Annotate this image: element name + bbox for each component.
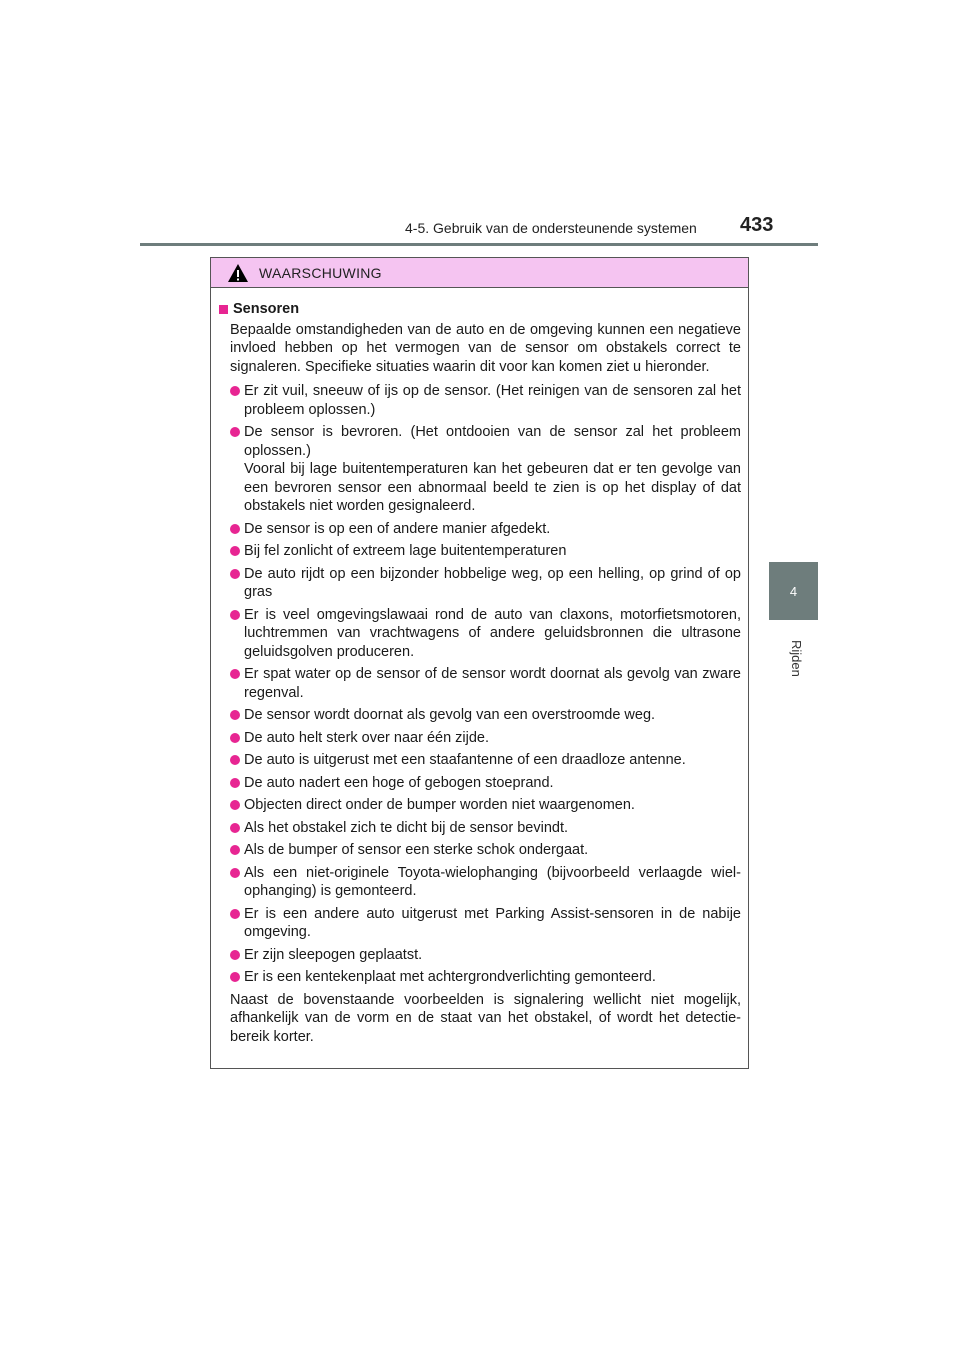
chapter-number: 4 xyxy=(789,583,798,599)
bullet-list xyxy=(219,382,741,987)
bullet-item: Als de bumper of sensor een sterke schok ondergaat. xyxy=(219,841,741,860)
page-number: 433 xyxy=(740,214,774,236)
closing-paragraph: Naast de bovenstaande voorbeelden is signalering wellicht niet mogelijk, afhankelijk van de vorm en de staat van het obstakel, of wordt het detectiebereik korter. xyxy=(230,991,741,1045)
chapter-label: Rijden xyxy=(789,639,804,677)
bullet-item: De sensor wordt doornat als gevolg van een overstroomde weg. xyxy=(219,706,741,725)
warning-triangle-icon xyxy=(227,263,249,283)
section-title: 4-5. Gebruik van de ondersteunende systemen xyxy=(405,220,697,236)
warning-box xyxy=(210,257,749,1069)
warning-title: WAARSCHUWING xyxy=(259,264,382,281)
bullet-item: Er is veel omgevingslawaai rond de auto van claxons, motorfietsmotoren, luchtremmen van vrachtwagens of andere geluidsbronnen die ultrasone geluidsgolven produceren. xyxy=(219,606,741,662)
bullet-item: Er zijn sleepogen geplaatst. xyxy=(219,946,741,965)
warning-body xyxy=(211,288,748,1046)
bullet-item: Als een niet-originele Toyota-wielophanging (bijvoorbeeld verlaagde wielophanging) is gemonteerd. xyxy=(219,864,741,901)
warning-header xyxy=(211,258,748,288)
intro-paragraph: Bepaalde omstandigheden van de auto en de omgeving kunnen een negatieve invloed hebben op het vermogen van de sensor om obstakels correct te signaleren. Specifieke situaties waarin dit voor kan komen ziet u hieronder. xyxy=(230,321,741,375)
heading-text: Sensoren xyxy=(233,301,300,317)
bullet-item: De sensor is bevroren. (Het ontdooien van de sensor zal het probleem oplossen.) Vooral bij lage buitentemperaturen kan het gebeuren dat er ten gevolge van een bevroren sensor een abnormaal beeld te zien is op het display of dat obstakels niet worden gesignaleerd. xyxy=(219,423,741,516)
square-bullet-icon xyxy=(219,305,228,314)
bullet-item: Er is een andere auto uitgerust met Parking Assist-sensoren in de nabije omgeving. xyxy=(219,905,741,942)
bullet-item: De auto helt sterk over naar één zijde. xyxy=(219,729,741,748)
bullet-item: De sensor is op een of andere manier afgedekt. xyxy=(219,520,741,539)
bullet-item: Objecten direct onder de bumper worden niet waargenomen. xyxy=(219,796,741,815)
chapter-tab xyxy=(769,562,818,620)
bullet-item: Er spat water op de sensor of de sensor wordt doornat als gevolg van zware regenval. xyxy=(219,665,741,702)
bullet-item: De auto rijdt op een bijzonder hobbelige weg, op een helling, op grind of op gras xyxy=(219,565,741,602)
header-rule xyxy=(140,243,818,246)
bullet-item: De auto is uitgerust met een staafantenne of een draadloze antenne. xyxy=(219,751,741,770)
section-heading xyxy=(219,300,741,319)
bullet-item: Als het obstakel zich te dicht bij de sensor bevindt. xyxy=(219,819,741,838)
bullet-item: Bij fel zonlicht of extreem lage buitentemperaturen xyxy=(219,542,741,561)
bullet-item: Er is een kentekenplaat met achtergrondverlichting gemonteerd. xyxy=(219,968,741,987)
bullet-item: De auto nadert een hoge of gebogen stoeprand. xyxy=(219,774,741,793)
bullet-item: Er zit vuil, sneeuw of ijs op de sensor. (Het reinigen van de sensoren zal het probleem oplossen.) xyxy=(219,382,741,419)
